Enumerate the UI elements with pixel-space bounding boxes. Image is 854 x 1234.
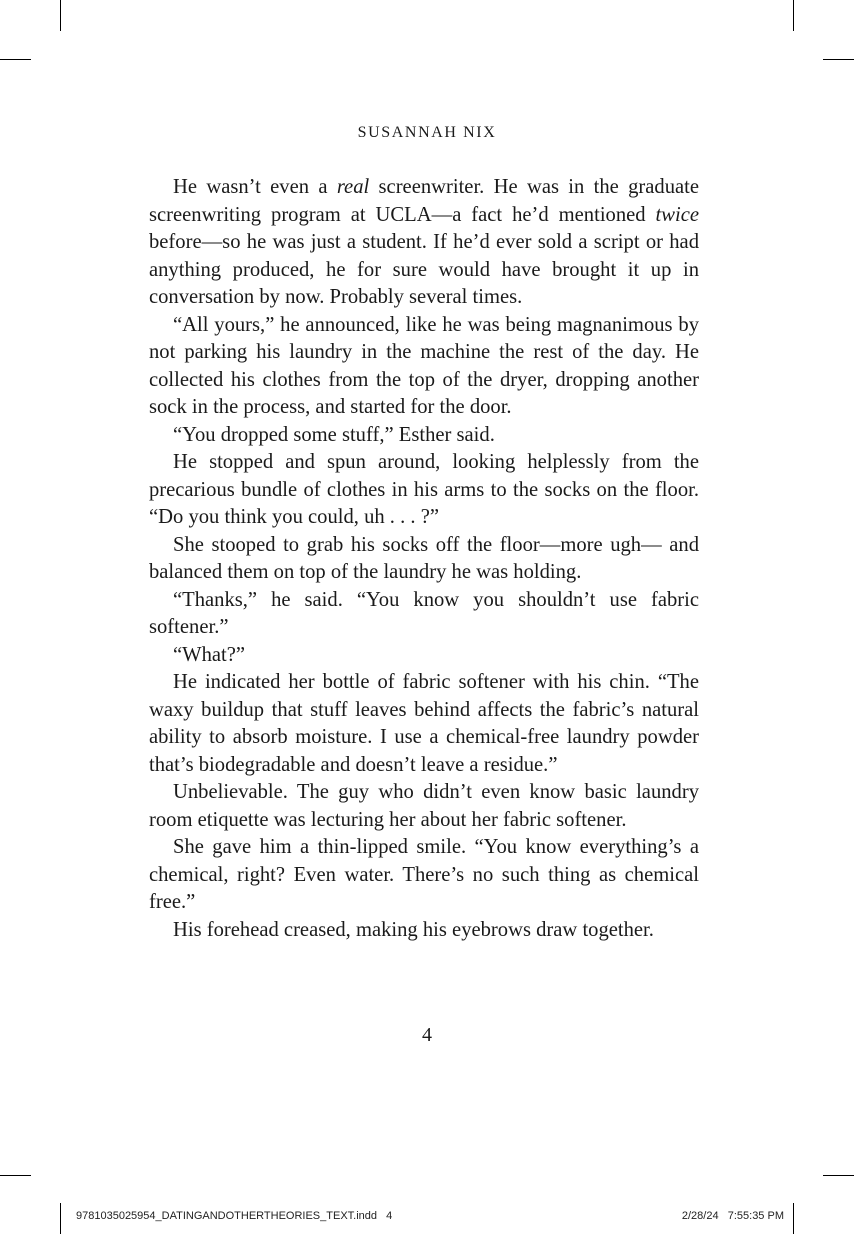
crop-mark-bottom-right-h — [823, 1175, 854, 1176]
paragraph — [149, 422, 699, 450]
paragraph — [149, 312, 699, 422]
paragraph — [149, 642, 699, 670]
italic-text: twice — [655, 203, 699, 226]
crop-mark-top-right-h — [823, 59, 854, 60]
paragraph — [149, 174, 699, 312]
text-run: “All yours,” he announced, like he was being magnanimous by not parking his laundry in the machine the rest of the day. He collected his clothes from the top of the dryer, dropping another sock in the process, and started for the door. — [149, 313, 699, 418]
paragraph — [149, 532, 699, 587]
crop-mark-top-right — [793, 0, 794, 31]
crop-mark-top-left-h — [0, 59, 31, 60]
text-run: “What?” — [173, 643, 246, 666]
text-run: He indicated her bottle of fabric softener with his chin. “The waxy buildup that stuff leaves behind affects the fabric’s natural ability to absorb moisture. I use a chemical-free laundry powder that’s biodegradable and doesn’t leave a residue.” — [149, 671, 699, 776]
crop-mark-bottom-left-h — [0, 1175, 31, 1176]
crop-mark-bottom-left — [60, 1203, 61, 1234]
slug-datetime: 2/28/24 7:55:35 PM — [681, 1210, 784, 1222]
text-run: She stooped to grab his socks off the floor—more ugh— and balanced them on top of the laundry he was holding. — [149, 533, 699, 583]
paragraph — [149, 834, 699, 917]
paragraph — [149, 669, 699, 779]
text-run: “Thanks,” he said. “You know you shouldn’t use fabric softener.” — [149, 588, 699, 638]
paragraph — [149, 449, 699, 532]
running-head: SUSANNAH NIX — [357, 124, 497, 141]
text-run: Unbelievable. The guy who didn’t even know basic laundry room etiquette was lecturing her about her fabric softener. — [149, 781, 699, 831]
text-run: He stopped and spun around, looking helplessly from the precarious bundle of clothes in his arms to the socks on the floor. “Do you think you could, uh . . . ?” — [149, 451, 699, 528]
text-run: screenwriter. He was in the graduate screenwriting program at UCLA—a fact he’d mentioned — [149, 176, 699, 226]
body-text — [149, 174, 699, 944]
crop-mark-bottom-right — [793, 1203, 794, 1234]
slug-file-info: 9781035025954_DATINGANDOTHERTHEORIES_TEXT.indd 4 — [76, 1210, 393, 1222]
paragraph — [149, 779, 699, 834]
page-number: 4 — [422, 1024, 432, 1046]
paragraph — [149, 917, 699, 945]
text-run: She gave him a thin-lipped smile. “You know everything’s a chemical, right? Even water. There’s no such thing as chemical free.” — [149, 836, 699, 913]
text-run: His forehead creased, making his eyebrows draw together. — [173, 918, 654, 941]
text-run: He wasn’t even a — [173, 176, 337, 198]
paragraph — [149, 587, 699, 642]
crop-mark-top-left — [60, 0, 61, 31]
italic-text: real — [336, 176, 370, 198]
text-run: before—so he was just a student. If he’d ever sold a script or had anything produced, he for sure would have brought it up in conversation by now. Probably several times. — [149, 231, 699, 308]
text-run: “You dropped some stuff,” Esther said. — [173, 423, 495, 446]
